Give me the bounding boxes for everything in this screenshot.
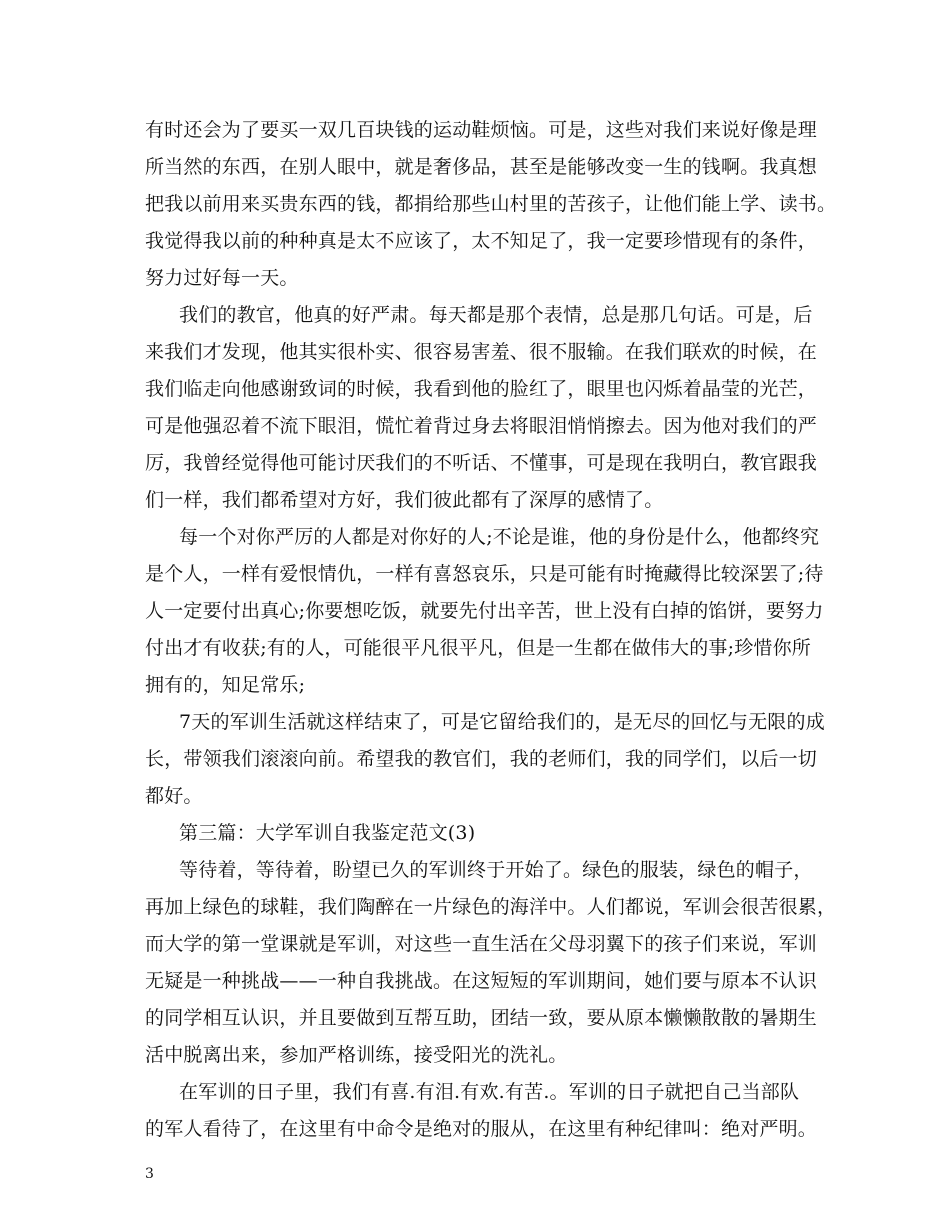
text-line: 可是他强忍着不流下眼泪，慌忙着背过身去将眼泪悄悄擦去。因为他对我们的严 bbox=[145, 415, 818, 437]
text-line: 而大学的第一堂课就是军训，对这些一直生活在父母羽翼下的孩子们来说，军训 bbox=[145, 933, 818, 955]
section-heading: 第三篇：大学军训自我鉴定范文(3) bbox=[179, 822, 476, 844]
text-line: 长，带领我们滚滚向前。希望我的教官们，我的老师们，我的同学们，以后一切 bbox=[145, 748, 818, 770]
text-line: 努力过好每一天。 bbox=[145, 267, 299, 289]
paragraph-first-line: 每一个对你严厉的人都是对你好的人;不论是谁，他的身份是什么，他都终究 bbox=[179, 526, 820, 548]
text-line: 是个人，一样有爱恨情仇，一样有喜怒哀乐，只是可能有时掩藏得比较深罢了;待 bbox=[145, 563, 824, 585]
text-line: 把我以前用来买贵东西的钱，都捐给那些山村里的苦孩子，让他们能上学、读书。 bbox=[145, 193, 837, 215]
text-line: 我觉得我以前的种种真是太不应该了，太不知足了，我一定要珍惜现有的条件， bbox=[145, 230, 818, 252]
text-line: 付出才有收获;有的人，可能很平凡很平凡，但是一生都在做伟大的事;珍惜你所 bbox=[145, 637, 812, 659]
paragraph-first-line: 在军训的日子里，我们有喜.有泪.有欢.有苦.。军训的日子就把自己当部队 bbox=[179, 1081, 800, 1103]
text-line: 都好。 bbox=[145, 785, 203, 807]
text-line: 人一定要付出真心;你要想吃饭，就要先付出辛苦，世上没有白掉的馅饼，要努力 bbox=[145, 600, 824, 622]
text-line: 拥有的，知足常乐; bbox=[145, 674, 306, 696]
text-line: 无疑是一种挑战——一种自我挑战。在这短短的军训期间，她们要与原本不认识 bbox=[145, 970, 818, 992]
text-line: 厉，我曾经觉得他可能讨厌我们的不听话、不懂事，可是现在我明白，教官跟我 bbox=[145, 452, 818, 474]
text-line: 的同学相互认识，并且要做到互帮互助，团结一致，要从原本懒懒散散的暑期生 bbox=[145, 1007, 818, 1029]
page-number: 3 bbox=[145, 1166, 154, 1182]
text-line: 的军人看待了，在这里有中命令是绝对的服从，在这里有种纪律叫：绝对严明。 bbox=[145, 1118, 818, 1140]
text-line: 所当然的东西，在别人眼中，就是奢侈品，甚至是能够改变一生的钱啊。我真想 bbox=[145, 156, 818, 178]
text-line: 来我们才发现，他其实很朴实、很容易害羞、很不服输。在我们联欢的时候，在 bbox=[145, 341, 818, 363]
text-line: 活中脱离出来，参加严格训练，接受阳光的洗礼。 bbox=[145, 1044, 568, 1066]
text-line: 有时还会为了要买一双几百块钱的运动鞋烦恼。可是，这些对我们来说好像是理 bbox=[145, 119, 818, 141]
text-line: 再加上绿色的球鞋，我们陶醉在一片绿色的海洋中。人们都说，军训会很苦很累， bbox=[145, 896, 837, 918]
paragraph-first-line: 我们的教官，他真的好严肃。每天都是那个表情，总是那几句话。可是，后 bbox=[179, 304, 813, 326]
paragraph-first-line: 等待着，等待着，盼望已久的军训终于开始了。绿色的服装，绿色的帽子， bbox=[179, 859, 813, 881]
paragraph-first-line: 7天的军训生活就这样结束了，可是它留给我们的，是无尽的回忆与无限的成 bbox=[179, 711, 825, 733]
text-line: 我们临走向他感谢致词的时候，我看到他的脸红了，眼里也闪烁着晶莹的光芒， bbox=[145, 378, 818, 400]
text-line: 们一样，我们都希望对方好，我们彼此都有了深厚的感情了。 bbox=[145, 489, 664, 511]
